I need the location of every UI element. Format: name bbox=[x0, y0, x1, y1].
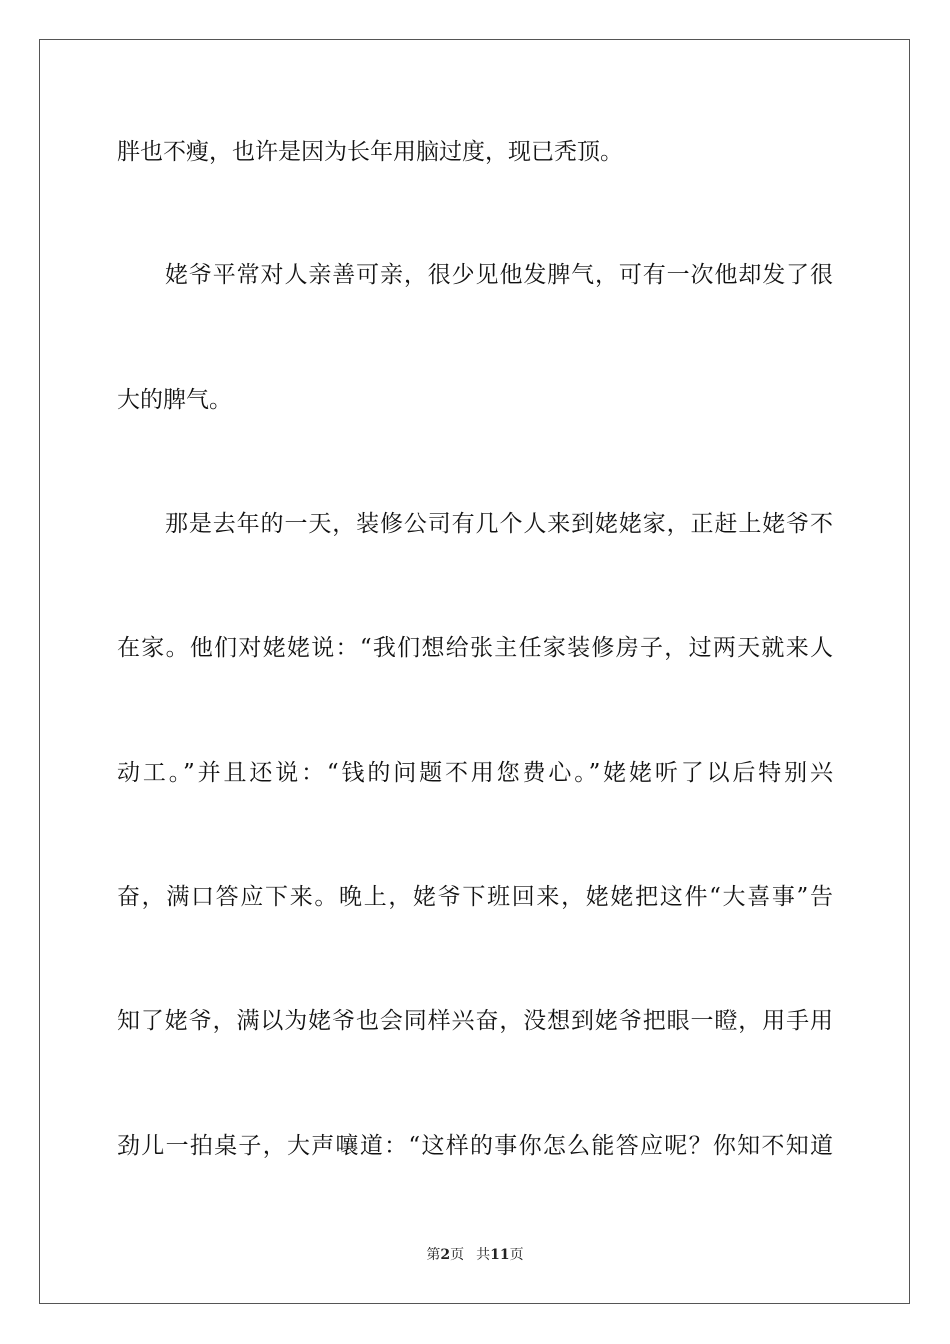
footer-total-prefix: 共 bbox=[476, 1247, 491, 1263]
text-line-7: 奋，满口答应下来。晚上，姥爷下班回来，姥姥把这件“大喜事”告 bbox=[117, 884, 833, 910]
text-line-4: 那是去年的一天，装修公司有几个人来到姥姥家，正赶上姥爷不 bbox=[165, 511, 833, 537]
text-line-6: 动工。”并且还说：“钱的问题不用您费心。”姥姥听了以后特别兴 bbox=[117, 760, 833, 786]
footer-page-suffix: 页 bbox=[450, 1247, 465, 1263]
text-line-9: 劲儿一拍桌子，大声嚷道：“这样的事你怎么能答应呢？你知不知道 bbox=[117, 1133, 833, 1159]
page-border bbox=[39, 39, 910, 1304]
footer-page-number: 2 bbox=[440, 1247, 451, 1263]
footer-page-prefix: 第 bbox=[426, 1247, 441, 1263]
footer-total-suffix: 页 bbox=[509, 1247, 524, 1263]
text-line-8: 知了姥爷，满以为姥爷也会同样兴奋，没想到姥爷把眼一瞪，用手用 bbox=[117, 1008, 833, 1034]
text-line-3: 大的脾气。 bbox=[117, 387, 232, 413]
footer-total-number: 11 bbox=[490, 1247, 510, 1263]
text-line-5: 在家。他们对姥姥说：“我们想给张主任家装修房子，过两天就来人 bbox=[117, 635, 833, 661]
page-footer bbox=[0, 1246, 950, 1264]
text-line-2: 姥爷平常对人亲善可亲，很少见他发脾气，可有一次他却发了很 bbox=[165, 262, 833, 288]
text-line-1: 胖也不瘦，也许是因为长年用脑过度，现已秃顶。 bbox=[117, 139, 623, 165]
